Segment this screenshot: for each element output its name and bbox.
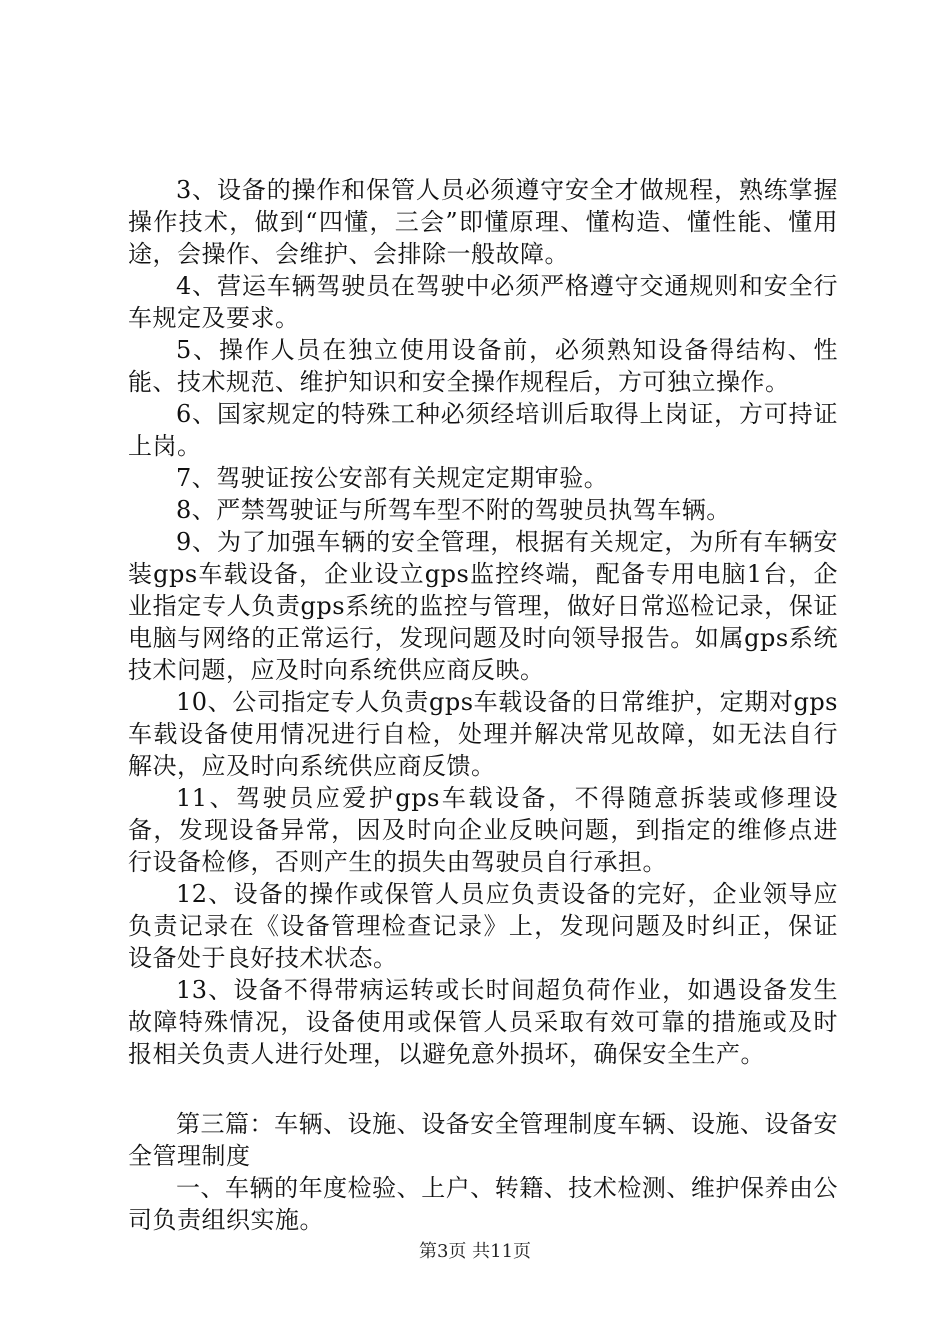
paragraph-8: 8、严禁驾驶证与所驾车型不附的驾驶员执驾车辆。 xyxy=(176,496,731,524)
paragraph-6: 6、国家规定的特殊工种必须经培训后取得上岗证，方可持证上岗。 xyxy=(128,400,838,460)
paragraph-11: 11、驾驶员应爱护gps车载设备，不得随意拆装或修理设备，发现设备异常，因及时向企业反映问题，到指定的维修点进行设备检修，否则产生的损失由驾驶员自行承担。 xyxy=(128,784,838,876)
paragraph-3: 3、设备的操作和保管人员必须遵守安全才做规程，熟练掌握操作技术，做到“四懂，三会”即懂原理、懂构造、懂性能、懂用途，会操作、会维护、会排除一般故障。 xyxy=(128,176,838,268)
section-first-paragraph: 一、车辆的年度检验、上户、转籍、技术检测、维护保养由公司负责组织实施。 xyxy=(128,1174,838,1234)
paragraph-13: 13、设备不得带病运转或长时间超负荷作业，如遇设备发生故障特殊情况，设备使用或保管人员采取有效可靠的措施或及时报相关负责人进行处理，以避免意外损坏，确保安全生产。 xyxy=(128,976,838,1068)
section-heading: 第三篇：车辆、设施、设备安全管理制度车辆、设施、设备安全管理制度 xyxy=(128,1110,838,1170)
document-body xyxy=(128,174,838,1236)
paragraph-9: 9、为了加强车辆的安全管理，根据有关规定，为所有车辆安装gps车载设备，企业设立gps监控终端，配备专用电脑1台，企业指定专人负责gps系统的监控与管理，做好日常巡检记录，保证电脑与网络的正常运行，发现问题及时向领导报告。如属gps系统技术问题，应及时向系统供应商反映。 xyxy=(128,528,838,684)
paragraph-5: 5、操作人员在独立使用设备前，必须熟知设备得结构、性能、技术规范、维护知识和安全操作规程后，方可独立操作。 xyxy=(128,336,838,396)
paragraph-7: 7、驾驶证按公安部有关规定定期审验。 xyxy=(176,464,609,492)
paragraph-10: 10、公司指定专人负责gps车载设备的日常维护，定期对gps车载设备使用情况进行自检，处理并解决常见故障，如无法自行解决，应及时向系统供应商反馈。 xyxy=(128,688,838,780)
paragraph-4: 4、营运车辆驾驶员在驾驶中必须严格遵守交通规则和安全行车规定及要求。 xyxy=(128,272,838,332)
paragraph-12: 12、设备的操作或保管人员应负责设备的完好，企业领导应负责记录在《设备管理检查记录》上，发现问题及时纠正，保证设备处于良好技术状态。 xyxy=(128,880,838,972)
page-footer: 第3页 共11页 xyxy=(418,1241,532,1262)
